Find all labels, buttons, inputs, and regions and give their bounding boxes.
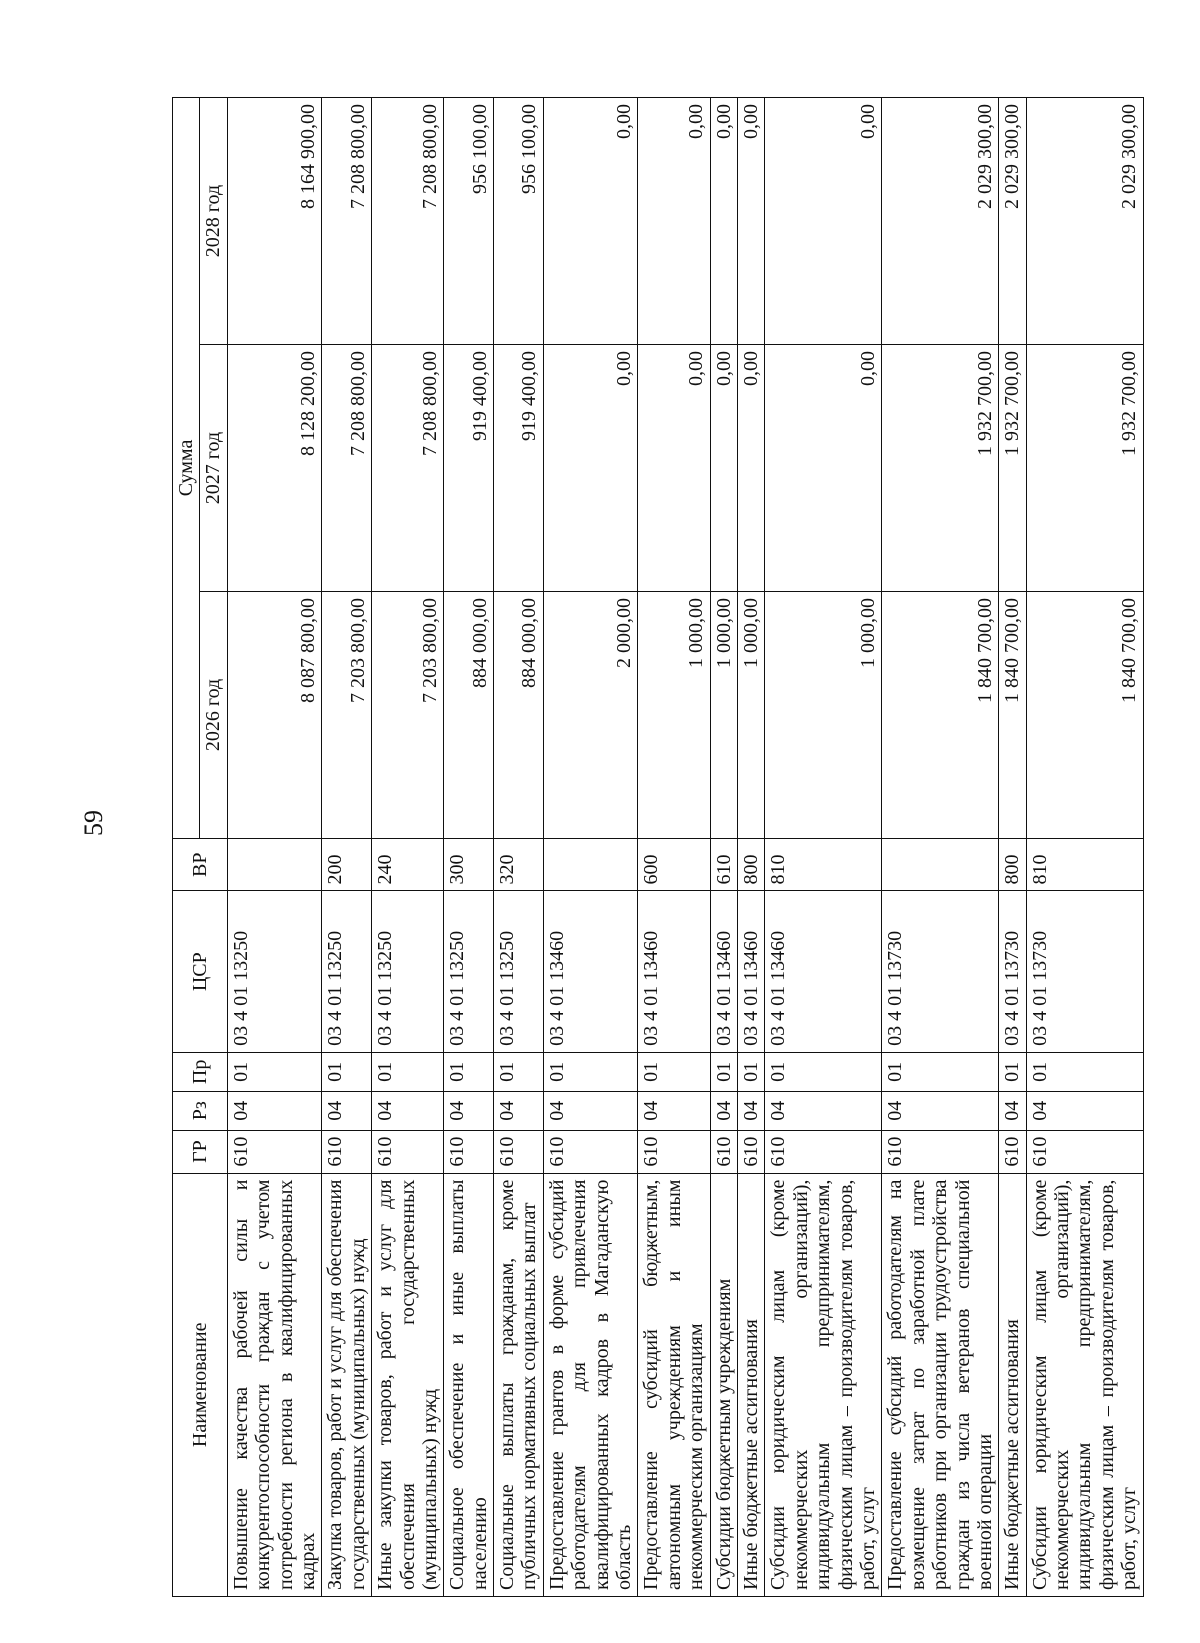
cell-name: Иные закупки товаров, работ и услуг для обеспечения государственных (муниципальных) нужд bbox=[372, 1173, 444, 1596]
cell-pr: 01 bbox=[882, 1052, 999, 1091]
table-row bbox=[999, 98, 1026, 1597]
cell-rz: 04 bbox=[999, 1091, 1026, 1130]
table-row bbox=[543, 98, 638, 1597]
table-row bbox=[322, 98, 372, 1597]
cell-pr: 01 bbox=[372, 1052, 444, 1091]
cell-2026: 7 203 800,00 bbox=[372, 592, 444, 839]
cell-2027: 0,00 bbox=[710, 345, 737, 592]
cell-vr bbox=[543, 838, 638, 891]
cell-csr: 03 4 01 13250 bbox=[444, 891, 494, 1052]
cell-2028: 7 208 800,00 bbox=[322, 98, 372, 345]
cell-pr: 01 bbox=[543, 1052, 638, 1091]
cell-rz: 04 bbox=[882, 1091, 999, 1130]
cell-rz: 04 bbox=[227, 1091, 322, 1130]
cell-2028: 8 164 900,00 bbox=[227, 98, 322, 345]
cell-2028: 0,00 bbox=[710, 98, 737, 345]
cell-name: Субсидии юридическим лицам (кроме некоммерческих организаций), индивидуальным предпринимателям, физическим лицам – производителям товаров, работ, услуг bbox=[765, 1173, 882, 1596]
cell-name: Закупка товаров, работ и услуг для обеспечения государственных (муниципальных) нужд bbox=[322, 1173, 372, 1596]
cell-gr: 610 bbox=[710, 1130, 737, 1173]
cell-csr: 03 4 01 13250 bbox=[227, 891, 322, 1052]
cell-2027: 7 208 800,00 bbox=[372, 345, 444, 592]
cell-gr: 610 bbox=[638, 1130, 710, 1173]
table-row bbox=[765, 98, 882, 1597]
cell-csr: 03 4 01 13730 bbox=[999, 891, 1026, 1052]
table-body bbox=[227, 98, 1143, 1597]
cell-2028: 0,00 bbox=[543, 98, 638, 345]
cell-2028: 0,00 bbox=[737, 98, 764, 345]
cell-vr: 200 bbox=[322, 838, 372, 891]
cell-pr: 01 bbox=[322, 1052, 372, 1091]
cell-name: Социальное обеспечение и иные выплаты населению bbox=[444, 1173, 494, 1596]
cell-pr: 01 bbox=[710, 1052, 737, 1091]
cell-csr: 03 4 01 13250 bbox=[372, 891, 444, 1052]
table-row bbox=[882, 98, 999, 1597]
cell-vr: 610 bbox=[710, 838, 737, 891]
cell-csr: 03 4 01 13730 bbox=[1026, 891, 1143, 1052]
cell-2026: 1 840 700,00 bbox=[1026, 592, 1143, 839]
cell-pr: 01 bbox=[494, 1052, 544, 1091]
header-sum: Сумма bbox=[173, 98, 200, 839]
cell-vr: 240 bbox=[372, 838, 444, 891]
header-pr: Пр bbox=[173, 1052, 228, 1091]
cell-gr: 610 bbox=[737, 1130, 764, 1173]
cell-vr: 810 bbox=[765, 838, 882, 891]
header-csr: ЦСР bbox=[173, 891, 228, 1052]
cell-csr: 03 4 01 13460 bbox=[710, 891, 737, 1052]
cell-2028: 0,00 bbox=[765, 98, 882, 345]
cell-rz: 04 bbox=[1026, 1091, 1143, 1130]
cell-2028: 2 029 300,00 bbox=[999, 98, 1026, 345]
cell-gr: 610 bbox=[765, 1130, 882, 1173]
cell-pr: 01 bbox=[444, 1052, 494, 1091]
cell-csr: 03 4 01 13460 bbox=[638, 891, 710, 1052]
cell-2026: 1 000,00 bbox=[710, 592, 737, 839]
cell-2027: 1 932 700,00 bbox=[999, 345, 1026, 592]
header-2026: 2026 год bbox=[200, 592, 227, 839]
cell-vr: 800 bbox=[999, 838, 1026, 891]
cell-vr: 800 bbox=[737, 838, 764, 891]
cell-pr: 01 bbox=[1026, 1052, 1143, 1091]
cell-rz: 04 bbox=[372, 1091, 444, 1130]
cell-csr: 03 4 01 13730 bbox=[882, 891, 999, 1052]
cell-pr: 01 bbox=[227, 1052, 322, 1091]
cell-name: Субсидии юридическим лицам (кроме некоммерческих организаций), индивидуальным предпринимателям, физическим лицам – производителям товаров, работ, услуг bbox=[1026, 1173, 1143, 1596]
budget-table bbox=[172, 97, 1144, 1597]
table-row bbox=[227, 98, 322, 1597]
cell-csr: 03 4 01 13250 bbox=[494, 891, 544, 1052]
header-name: Наименование bbox=[173, 1173, 228, 1596]
table-row bbox=[710, 98, 737, 1597]
cell-gr: 610 bbox=[882, 1130, 999, 1173]
cell-vr bbox=[227, 838, 322, 891]
header-2027: 2027 год bbox=[200, 345, 227, 592]
cell-pr: 01 bbox=[737, 1052, 764, 1091]
cell-gr: 610 bbox=[999, 1130, 1026, 1173]
table-row bbox=[372, 98, 444, 1597]
cell-gr: 610 bbox=[494, 1130, 544, 1173]
cell-rz: 04 bbox=[444, 1091, 494, 1130]
cell-2028: 956 100,00 bbox=[494, 98, 544, 345]
cell-rz: 04 bbox=[737, 1091, 764, 1130]
cell-2026: 1 840 700,00 bbox=[999, 592, 1026, 839]
cell-2028: 0,00 bbox=[638, 98, 710, 345]
cell-pr: 01 bbox=[638, 1052, 710, 1091]
cell-gr: 610 bbox=[372, 1130, 444, 1173]
cell-csr: 03 4 01 13460 bbox=[765, 891, 882, 1052]
cell-name: Иные бюджетные ассигнования bbox=[737, 1173, 764, 1596]
cell-name: Предоставление грантов в форме субсидий работодателям для привлечения квалифицированных кадров в Магаданскую область bbox=[543, 1173, 638, 1596]
cell-rz: 04 bbox=[322, 1091, 372, 1130]
cell-2026: 2 000,00 bbox=[543, 592, 638, 839]
cell-2027: 1 932 700,00 bbox=[1026, 345, 1143, 592]
cell-2026: 1 000,00 bbox=[765, 592, 882, 839]
cell-vr: 600 bbox=[638, 838, 710, 891]
cell-2028: 956 100,00 bbox=[444, 98, 494, 345]
cell-vr: 810 bbox=[1026, 838, 1143, 891]
cell-2026: 1 000,00 bbox=[737, 592, 764, 839]
cell-2027: 919 400,00 bbox=[494, 345, 544, 592]
cell-gr: 610 bbox=[227, 1130, 322, 1173]
cell-2026: 1 840 700,00 bbox=[882, 592, 999, 839]
cell-rz: 04 bbox=[543, 1091, 638, 1130]
cell-gr: 610 bbox=[322, 1130, 372, 1173]
cell-csr: 03 4 01 13460 bbox=[737, 891, 764, 1052]
table-row bbox=[737, 98, 764, 1597]
header-vr: ВР bbox=[173, 838, 228, 891]
header-gr: ГР bbox=[173, 1130, 228, 1173]
cell-gr: 610 bbox=[1026, 1130, 1143, 1173]
cell-2026: 8 087 800,00 bbox=[227, 592, 322, 839]
cell-pr: 01 bbox=[999, 1052, 1026, 1091]
cell-2027: 0,00 bbox=[765, 345, 882, 592]
cell-name: Предоставление субсидий работодателям на возмещение затрат по заработной плате работников при организации трудоустройства граждан из числа ветеранов специальной военной операции bbox=[882, 1173, 999, 1596]
cell-rz: 04 bbox=[638, 1091, 710, 1130]
cell-rz: 04 bbox=[494, 1091, 544, 1130]
cell-csr: 03 4 01 13250 bbox=[322, 891, 372, 1052]
cell-name: Социальные выплаты гражданам, кроме публичных нормативных социальных выплат bbox=[494, 1173, 544, 1596]
cell-2027: 7 208 800,00 bbox=[322, 345, 372, 592]
cell-2027: 1 932 700,00 bbox=[882, 345, 999, 592]
cell-gr: 610 bbox=[444, 1130, 494, 1173]
cell-2028: 7 208 800,00 bbox=[372, 98, 444, 345]
table-row bbox=[638, 98, 710, 1597]
cell-rz: 04 bbox=[765, 1091, 882, 1130]
page-number: 59 bbox=[79, 810, 108, 836]
cell-2028: 2 029 300,00 bbox=[1026, 98, 1143, 345]
table-row bbox=[444, 98, 494, 1597]
cell-name: Предоставление субсидий бюджетным, автономным учреждениям и иным некоммерческим организациям bbox=[638, 1173, 710, 1596]
cell-2026: 884 000,00 bbox=[494, 592, 544, 839]
cell-rz: 04 bbox=[710, 1091, 737, 1130]
cell-csr: 03 4 01 13460 bbox=[543, 891, 638, 1052]
cell-name: Субсидии бюджетным учреждениям bbox=[710, 1173, 737, 1596]
header-2028: 2028 год bbox=[200, 98, 227, 345]
cell-2027: 0,00 bbox=[737, 345, 764, 592]
table-row bbox=[494, 98, 544, 1597]
header-rz: Рз bbox=[173, 1091, 228, 1130]
cell-vr: 320 bbox=[494, 838, 544, 891]
cell-2026: 7 203 800,00 bbox=[322, 592, 372, 839]
cell-2027: 919 400,00 bbox=[444, 345, 494, 592]
cell-2028: 2 029 300,00 bbox=[882, 98, 999, 345]
cell-2027: 8 128 200,00 bbox=[227, 345, 322, 592]
cell-name: Повышение качества рабочей силы и конкурентоспособности граждан с учетом потребности региона в квалифицированных кадрах bbox=[227, 1173, 322, 1596]
cell-2026: 1 000,00 bbox=[638, 592, 710, 839]
cell-vr bbox=[882, 838, 999, 891]
cell-2026: 884 000,00 bbox=[444, 592, 494, 839]
cell-2027: 0,00 bbox=[543, 345, 638, 592]
cell-2027: 0,00 bbox=[638, 345, 710, 592]
table-row bbox=[1026, 98, 1143, 1597]
cell-name: Иные бюджетные ассигнования bbox=[999, 1173, 1026, 1596]
cell-gr: 610 bbox=[543, 1130, 638, 1173]
budget-table-container bbox=[172, 97, 1141, 1597]
cell-vr: 300 bbox=[444, 838, 494, 891]
cell-pr: 01 bbox=[765, 1052, 882, 1091]
